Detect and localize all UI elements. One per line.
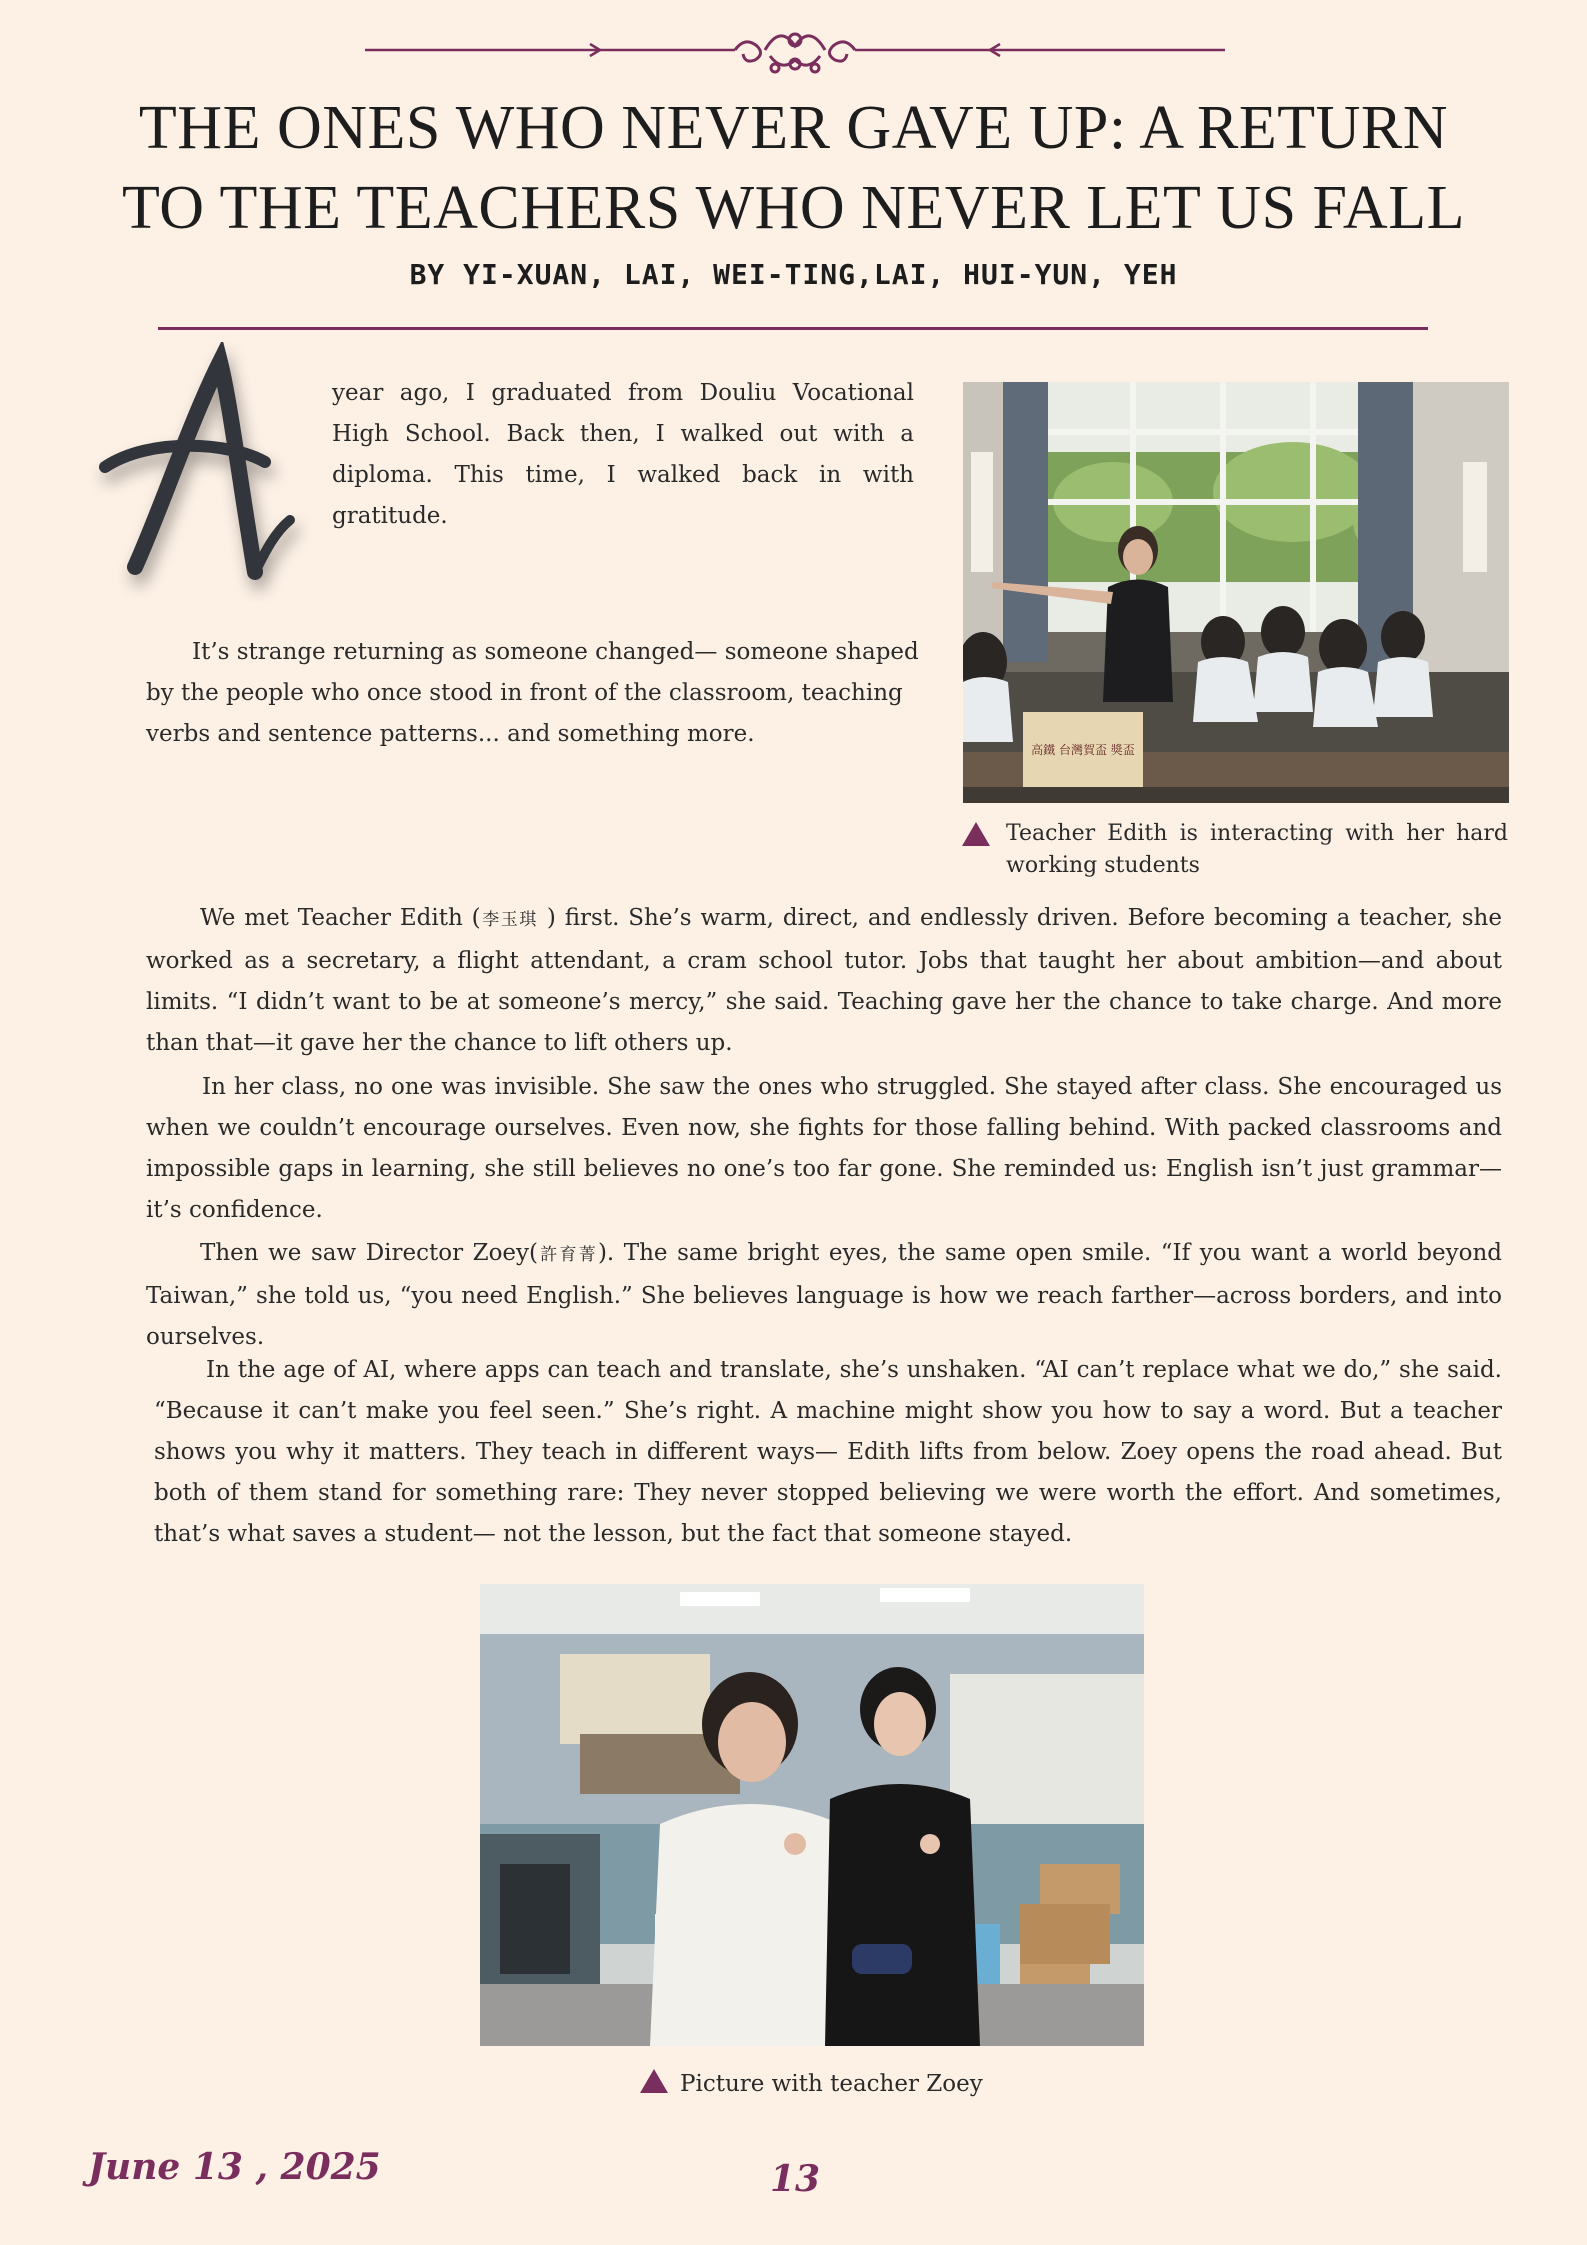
intro-paragraph-2: It’s strange returning as someone changed— someone shaped by the people who once stood in front of the classroom, teaching verbs and sentence patterns... and something more. [146, 639, 919, 747]
photo1-caption-text: Teacher Edith is interacting with her hard working students [1006, 821, 1508, 878]
office-photo [480, 1584, 1144, 2046]
caption-triangle-icon [962, 822, 990, 846]
paragraph-classroom: In her class, no one was invisible. She saw the ones who struggled. She stayed after class. She encouraged us when we couldn’t encourage ourselves. Even now, she fights for those falling behind. With packed classrooms and impossible gaps in learning, she still believes no one’s too far gone. She reminded us: English isn’t just grammar—it’s confidence. [146, 1074, 1502, 1223]
photo1-box-label: 高鐵 台灣賀盃 獎盃 [1031, 743, 1135, 757]
photo1-caption [962, 818, 1508, 882]
photo2-caption-text: Picture with teacher Zoey [680, 2071, 983, 2097]
edith-chinese-name: 李玉琪 [480, 910, 538, 930]
header-divider [158, 327, 1428, 330]
paragraph-ai: In the age of AI, where apps can teach and translate, she’s unshaken. “AI can’t replace what we do,” she said. “Because it can’t make you feel seen.” She’s right. A machine might show you how to say a word. But a teacher shows you why it matters. They teach in different ways— Edith lifts from below. Zoey opens the road ahead. But both of them stand for something rare: They never stopped believing we were worth the effort. And sometimes, that’s what saves a student— not the lesson, but the fact that someone stayed. [154, 1357, 1502, 1547]
photo2-caption [640, 2064, 1040, 2104]
paragraph-edith: We met Teacher Edith (李玉琪 ) first. She’s warm, direct, and endlessly driven. Before becoming a teacher, she worked as a secretary, a flight attendant, a cram school tutor. Jobs that taught her about ambition—and about limits. “I didn’t want to be at someone’s mercy,” she said. Teaching gave her the chance to take charge. And more than that—it gave her the chance to lift others up. [146, 905, 1502, 1056]
title-line-2: TO THE TEACHERS WHO NEVER LET US FALL [122, 174, 1465, 242]
byline: BY YI-XUAN, LAI, WEI-TING,LAI, HUI-YUN, YEH [409, 258, 1178, 291]
classroom-photo [963, 382, 1509, 803]
article-title [90, 88, 1497, 248]
intro-paragraph-1: year ago, I graduated from Douliu Vocational High School. Back then, I walked out with a diploma. This time, I walked back in with gratitude. [332, 380, 914, 529]
page-number: 13 [770, 2158, 821, 2200]
issue-date: June 13 , 2025 [88, 2146, 381, 2188]
title-line-1: THE ONES WHO NEVER GAVE UP: A RETURN [138, 94, 1449, 162]
caption-triangle-icon [640, 2069, 668, 2093]
paragraph-zoey: Then we saw Director Zoey(許育菁). The same bright eyes, the same open smile. “If you want a world beyond Taiwan,” she told us, “you need English.” She believes language is how we reach farther—across borders, and into ourselves. [146, 1240, 1502, 1350]
zoey-chinese-name: 許育菁 [538, 1245, 598, 1265]
drop-cap [90, 342, 320, 602]
title-ornament [365, 20, 1225, 90]
